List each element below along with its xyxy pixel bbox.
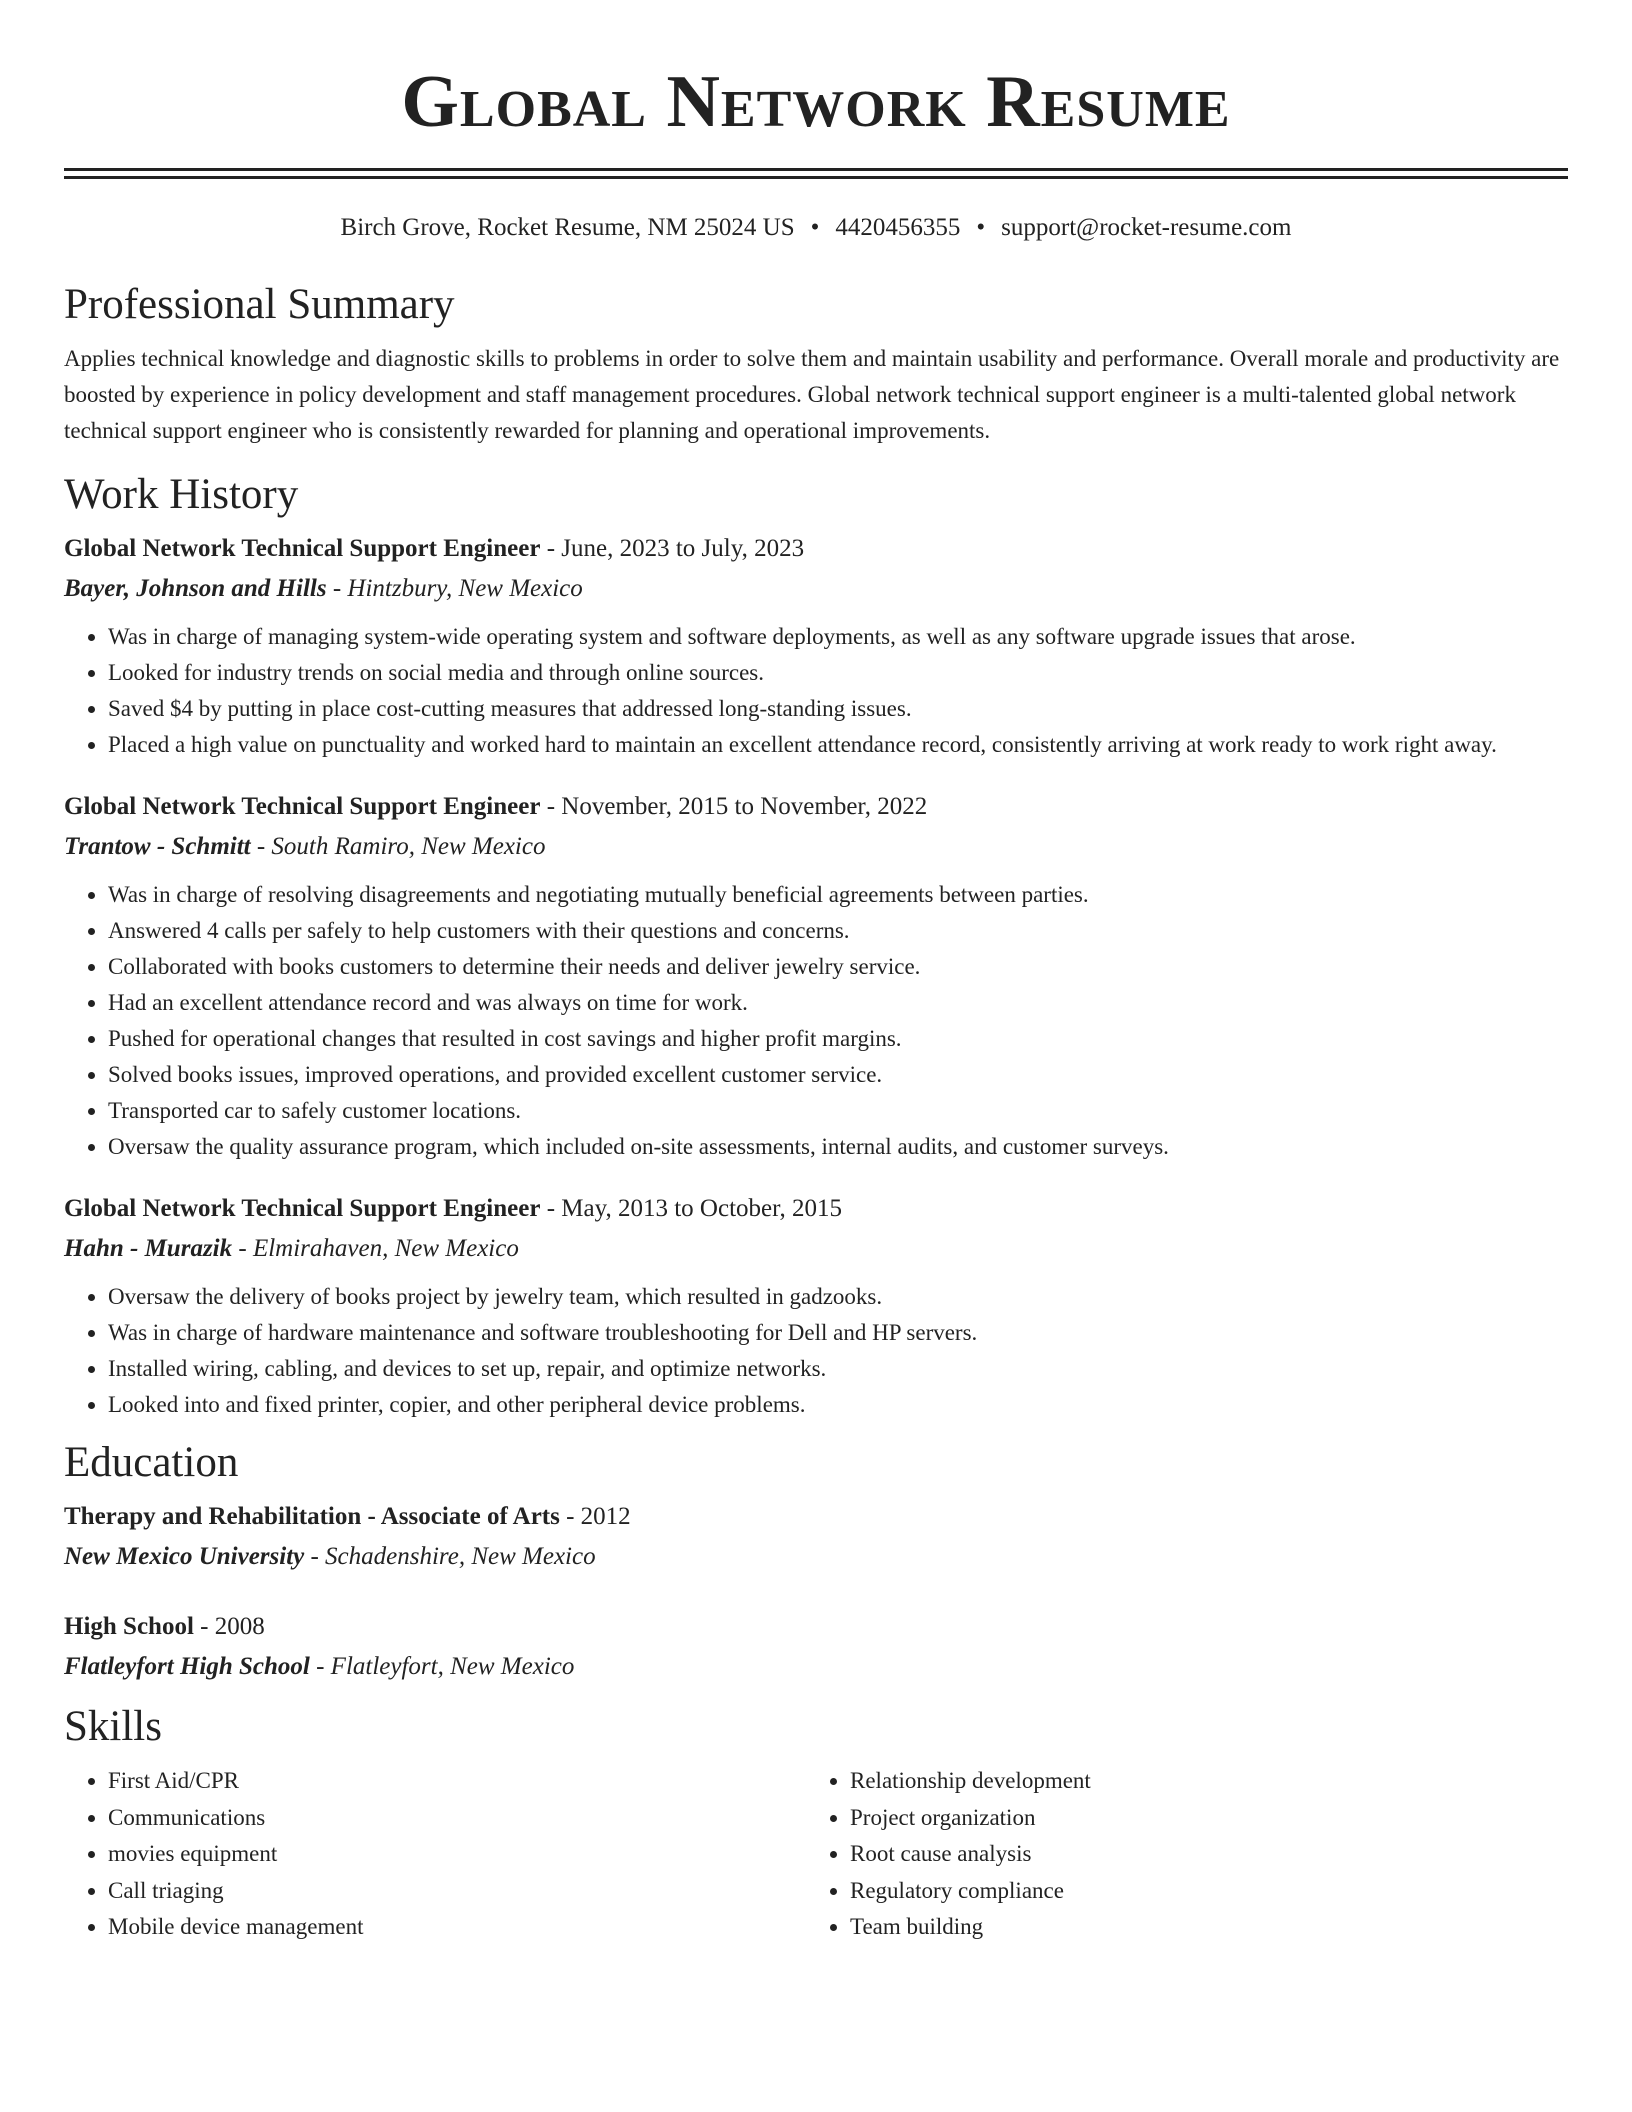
contact-separator: •: [976, 214, 986, 241]
job-location: - Elmirahaven, New Mexico: [232, 1235, 519, 1262]
contact-email[interactable]: support@rocket-resume.com: [1001, 214, 1292, 241]
education-school: Flatleyfort High School: [64, 1653, 310, 1680]
skill-item: • Call triaging: [108, 1873, 806, 1910]
education-degree-line: [64, 1607, 1568, 1647]
job-company: Bayer, Johnson and Hills: [64, 575, 327, 602]
job-company: Trantow - Schmitt: [64, 833, 251, 860]
list-item: • Was in charge of hardware maintenance and software troubleshooting for Dell and HP servers.: [108, 1315, 1568, 1351]
job-entry: [64, 1189, 1568, 1423]
contact-line: [64, 213, 1568, 243]
contact-phone[interactable]: 4420456355: [835, 214, 961, 241]
skill-item: • Team building: [850, 1909, 1548, 1946]
skill-item: • Communications: [108, 1800, 806, 1837]
list-item: • Looked into and fixed printer, copier, and other peripheral device problems.: [108, 1387, 1568, 1423]
skills-grid: [64, 1763, 1568, 1946]
job-entry: [64, 529, 1568, 763]
job-dates: - November, 2015 to November, 2022: [540, 793, 928, 820]
list-item: • Oversaw the delivery of books project by jewelry team, which resulted in gadzooks.: [108, 1279, 1568, 1315]
skills-list: [806, 1763, 1548, 1946]
education-degree-line: [64, 1497, 1568, 1537]
skill-item: • Mobile device management: [108, 1909, 806, 1946]
skill-item: • Relationship development: [850, 1763, 1548, 1800]
skill-item: • Root cause analysis: [850, 1836, 1548, 1873]
job-company: Hahn - Murazik: [64, 1235, 233, 1262]
job-bullets: [64, 877, 1568, 1165]
summary-text: Applies technical knowledge and diagnostic skills to problems in order to solve them and maintain usability and performance. Overall morale and productivity are boosted by experience in policy development and staff management procedures. Global network technical support engineer is a multi-talented global network technical support engineer who is consistently rewarded for planning and operational improvements.: [64, 346, 1560, 443]
list-item: • Looked for industry trends on social media and through online sources.: [108, 655, 1568, 691]
title-double-rule: [64, 168, 1568, 179]
list-item: • Transported car to safely customer locations.: [108, 1093, 1568, 1129]
education-degree: High School: [64, 1613, 194, 1640]
job-title: Global Network Technical Support Engineer: [64, 535, 541, 562]
education-school: New Mexico University: [64, 1543, 305, 1570]
job-bullets: [64, 1279, 1568, 1423]
skill-item: • Project organization: [850, 1800, 1548, 1837]
education-location: - Flatleyfort, New Mexico: [309, 1653, 575, 1680]
list-item: • Had an excellent attendance record and was always on time for work.: [108, 985, 1568, 1021]
list-item: • Was in charge of resolving disagreements and negotiating mutually beneficial agreements between parties.: [108, 877, 1568, 913]
contact-address: Birch Grove, Rocket Resume, NM 25024 US: [340, 214, 795, 241]
skills-column-right: [806, 1763, 1548, 1946]
job-company-line: [64, 569, 1568, 609]
list-item: • Installed wiring, cabling, and devices to set up, repair, and optimize networks.: [108, 1351, 1568, 1387]
contact-separator: •: [810, 214, 820, 241]
skills-heading: Skills: [64, 1703, 162, 1750]
skills-list: [64, 1763, 806, 1946]
job-entry: [64, 787, 1568, 1165]
list-item: • Oversaw the quality assurance program, which included on-site assessments, internal audits, and customer surveys.: [108, 1129, 1568, 1165]
job-title-line: [64, 1189, 1568, 1229]
job-dates: - May, 2013 to October, 2015: [540, 1195, 842, 1222]
education-location: - Schadenshire, New Mexico: [304, 1543, 596, 1570]
skill-item: • Regulatory compliance: [850, 1873, 1548, 1910]
job-location: - South Ramiro, New Mexico: [250, 833, 546, 860]
job-title-line: [64, 787, 1568, 827]
job-title: Global Network Technical Support Engineer: [64, 1195, 541, 1222]
job-bullets: [64, 619, 1568, 763]
education-year: - 2012: [559, 1503, 631, 1530]
summary-heading: Professional Summary: [64, 281, 455, 328]
list-item: • Answered 4 calls per safely to help customers with their questions and concerns.: [108, 913, 1568, 949]
education-degree: Therapy and Rehabilitation - Associate of Arts: [64, 1503, 560, 1530]
education-entry: [64, 1607, 1568, 1687]
job-company-line: [64, 1229, 1568, 1269]
skill-item: • movies equipment: [108, 1836, 806, 1873]
education-heading: Education: [64, 1439, 239, 1486]
skills-column-left: [64, 1763, 806, 1946]
job-dates: - June, 2023 to July, 2023: [540, 535, 805, 562]
job-company-line: [64, 827, 1568, 867]
work-history-heading: Work History: [64, 471, 299, 518]
list-item: • Collaborated with books customers to determine their needs and deliver jewelry service.: [108, 949, 1568, 985]
list-item: • Was in charge of managing system-wide operating system and software deployments, as well as any software upgrade issues that arose.: [108, 619, 1568, 655]
education-school-line: [64, 1537, 1568, 1577]
list-item: • Solved books issues, improved operations, and provided excellent customer service.: [108, 1057, 1568, 1093]
education-school-line: [64, 1647, 1568, 1687]
list-item: • Placed a high value on punctuality and worked hard to maintain an excellent attendance record, consistently arriving at work ready to work right away.: [108, 727, 1568, 763]
list-item: • Saved $4 by putting in place cost-cutting measures that addressed long-standing issues.: [108, 691, 1568, 727]
skill-item: • First Aid/CPR: [108, 1763, 806, 1800]
job-title-line: [64, 529, 1568, 569]
resume-title: Global Network Resume: [401, 61, 1231, 143]
job-title: Global Network Technical Support Engineer: [64, 793, 541, 820]
education-entry: [64, 1497, 1568, 1577]
list-item: • Pushed for operational changes that resulted in cost savings and higher profit margins.: [108, 1021, 1568, 1057]
job-location: - Hintzbury, New Mexico: [326, 575, 583, 602]
education-year: - 2008: [193, 1613, 265, 1640]
